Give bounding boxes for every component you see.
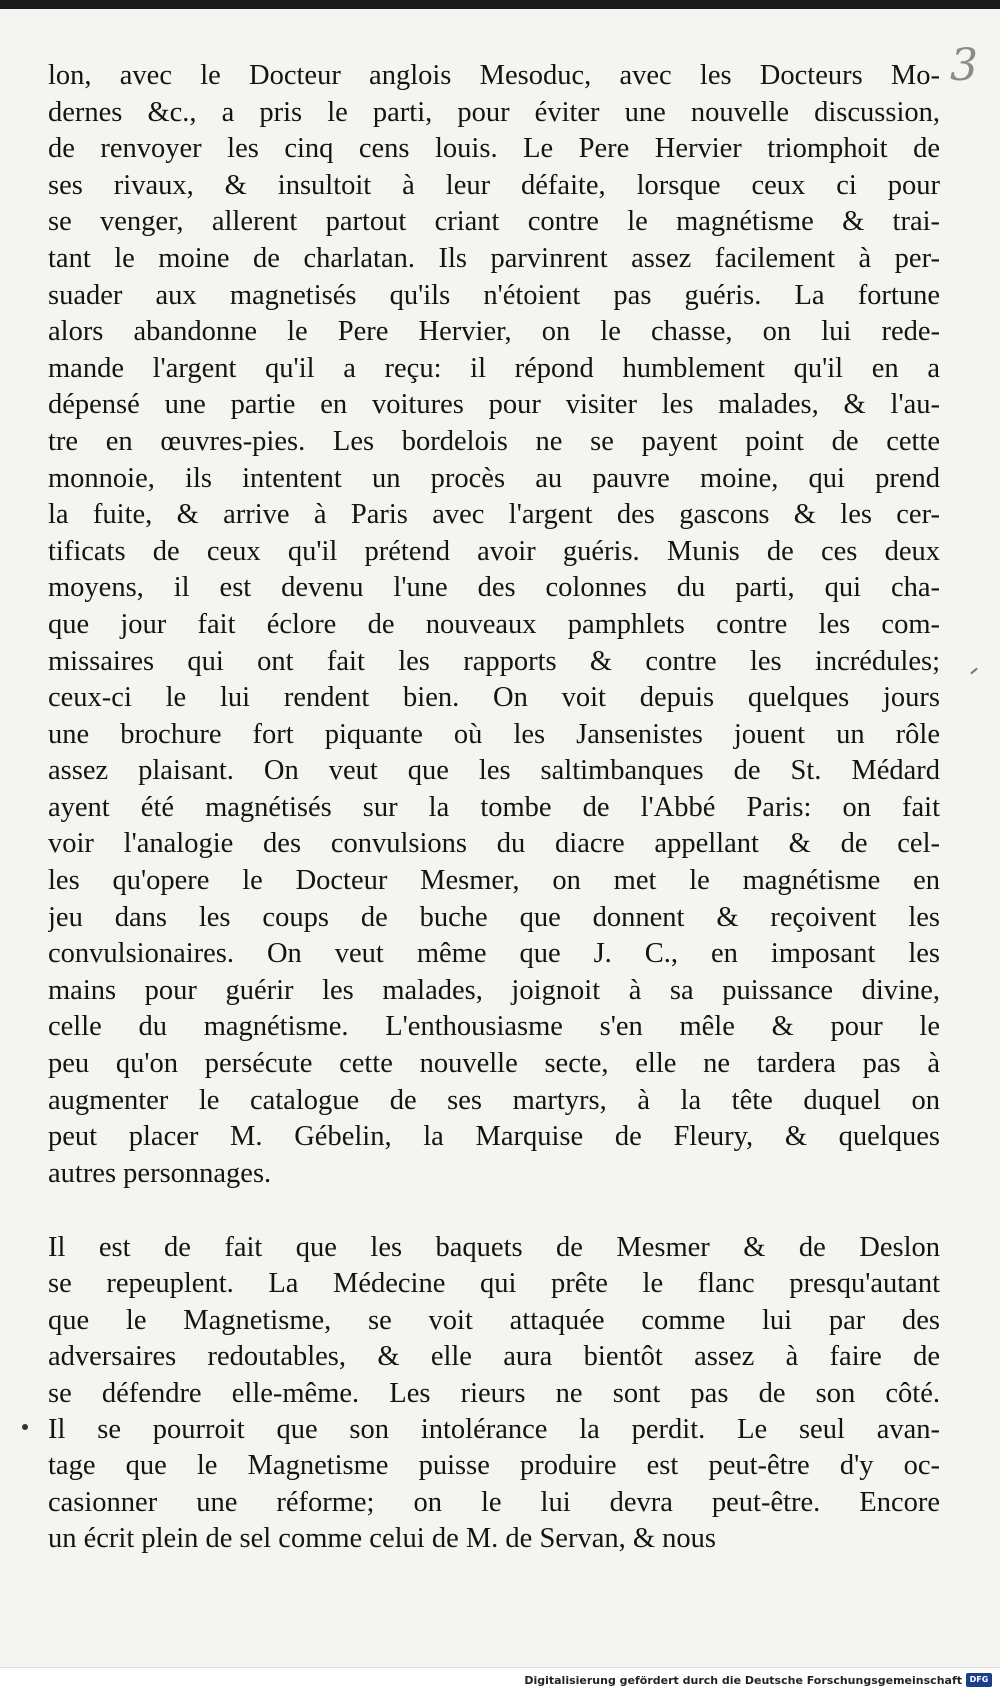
text-line: que jour fait éclore de nouveaux pamphlets contre les com- xyxy=(48,608,940,640)
text-line: augmenter le catalogue de ses martyrs, à la tête duquel on xyxy=(48,1084,940,1116)
margin-tick xyxy=(970,668,977,675)
paragraph-1 xyxy=(48,58,940,1192)
text-line: Il se pourroit que son intolérance la perdit. Le seul avan- xyxy=(48,1413,940,1445)
text-line: que le Magnetisme, se voit attaquée comme lui par des xyxy=(48,1304,940,1336)
text-line: celle du magnétisme. L'enthousiasme s'en mêle & pour le xyxy=(48,1011,940,1043)
page-number: 3 xyxy=(950,40,978,91)
text-line: mande l'argent qu'il a reçu: il répond humblement qu'il en a xyxy=(48,352,940,384)
text-line: dernes &c., a pris le parti, pour éviter une nouvelle discussion, xyxy=(48,96,940,128)
text-line: une brochure fort piquante où les Jansenistes jouent un rôle xyxy=(48,718,940,750)
page-top-border xyxy=(0,0,1000,9)
text-line: tre en œuvres-pies. Les bordelois ne se payent point de cette xyxy=(48,425,940,457)
text-line: monnoie, ils intentent un procès au pauvre moine, qui prend xyxy=(48,462,940,494)
text-line: alors abandonne le Pere Hervier, on le chasse, on lui rede- xyxy=(48,316,940,348)
text-line: convulsionaires. On veut même que J. C., en imposant les xyxy=(48,938,940,970)
text-line: voir l'analogie des convulsions du diacre appellant & de cel- xyxy=(48,828,940,860)
dfg-logo-icon: DFG xyxy=(966,1673,992,1687)
text-line: tage que le Magnetisme puisse produire est peut-être d'y oc- xyxy=(48,1450,940,1482)
funding-notice: Digitalisierung gefördert durch die Deutsche Forschungsgemeinschaft xyxy=(524,1674,962,1687)
text-line: la fuite, & arrive à Paris avec l'argent des gascons & les cer- xyxy=(48,499,940,531)
text-line: adversaires redoutables, & elle aura bientôt assez à faire de xyxy=(48,1341,940,1373)
text-line: jeu dans les coups de buche que donnent & reçoivent les xyxy=(48,901,940,933)
text-line: les qu'opere le Docteur Mesmer, on met le magnétisme en xyxy=(48,865,940,897)
text-line: se défendre elle-même. Les rieurs ne sont pas de son côté. xyxy=(48,1377,940,1409)
text-line: se repeuplent. La Médecine qui prête le flanc presqu'autant xyxy=(48,1268,940,1300)
text-line: ses rivaux, & insultoit à leur défaite, lorsque ceux ci pour xyxy=(48,169,940,201)
text-line: de renvoyer les cinq cens louis. Le Pere Hervier triomphoit de xyxy=(48,133,940,165)
text-line: se venger, allerent partout criant contre le magnétisme & trai- xyxy=(48,206,940,238)
text-line: un écrit plein de sel comme celui de M. de Servan, & nous xyxy=(48,1523,716,1555)
paragraph-2 xyxy=(48,1230,940,1558)
text-line: lon, avec le Docteur anglois Mesoduc, avec les Docteurs Mo- xyxy=(48,60,940,91)
text-line: assez plaisant. On veut que les saltimbanques de St. Médard xyxy=(48,755,940,787)
text-line: tificats de ceux qu'il prétend avoir guéris. Munis de ces deux xyxy=(48,535,940,567)
text-line: dépensé une partie en voitures pour visiter les malades, & l'au- xyxy=(48,389,940,421)
text-line: autres personnages. xyxy=(48,1157,272,1189)
text-line: Il est de fait que les baquets de Mesmer & de Deslon xyxy=(48,1232,940,1263)
margin-dot xyxy=(22,1424,28,1430)
text-line: peut placer M. Gébelin, la Marquise de Fleury, & quelques xyxy=(48,1121,940,1153)
text-line: peu qu'on persécute cette nouvelle secte, elle ne tardera pas à xyxy=(48,1048,940,1080)
text-line: moyens, il est devenu l'une des colonnes du parti, qui cha- xyxy=(48,572,940,604)
text-line: suader aux magnetisés qu'ils n'étoient pas guéris. La fortune xyxy=(48,279,940,311)
text-line: ayent été magnétisés sur la tombe de l'Abbé Paris: on fait xyxy=(48,791,940,823)
text-line: mains pour guérir les malades, joignoit à sa puissance divine, xyxy=(48,974,940,1006)
text-line: ceux-ci le lui rendent bien. On voit depuis quelques jours xyxy=(48,682,940,714)
text-line: tant le moine de charlatan. Ils parvinrent assez facilement à per- xyxy=(48,242,940,274)
text-line: missaires qui ont fait les rapports & contre les incrédules; xyxy=(48,645,940,677)
text-line: casionner une réforme; on le lui devra peut-être. Encore xyxy=(48,1486,940,1518)
digitization-footer xyxy=(0,1667,1000,1690)
